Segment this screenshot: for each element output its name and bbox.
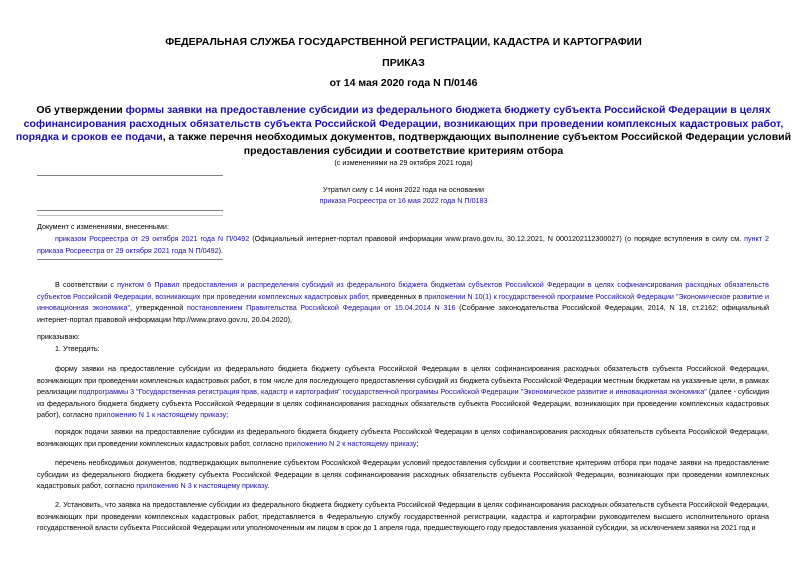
list-text-2: . (267, 481, 270, 490)
changes-link-2[interactable]: пункт 2 приказа Росреестра от 29 октября 2021 года N П/0492 (37, 234, 769, 255)
form-link-2[interactable]: приложению N 1 к настоящему приказу (94, 410, 227, 419)
list-link-1[interactable]: приложению N 3 к настоящему приказу (136, 481, 268, 490)
form-paragraph (37, 363, 769, 421)
changes-paragraph (37, 233, 769, 256)
form-text-1: форму заявки на предоставление субсидии из федерального бюджета бюджету субъекта Российской Федерации в целях софинансирования расходных обязательств субъекта Российской Федерации, возникающих при проведении комплексных кадастровых работ, в том числе для последующего предоставления субсидий из бюджета субъекта Российской Федерации местным бюджетам на указанные цели, в рамках реализации (37, 364, 769, 396)
preamble-link-3[interactable]: постановлением Правительства Российской Федерации от 15.04.2014 N 316 (187, 303, 456, 312)
document-title (14, 104, 793, 158)
form-text-2: (далее - субсидия из федерального бюджета бюджету субъекта Российской Федерации в целях софинансирования расходных обязательств субъекта Российской Федерации, возникающих при проведении комплексных кадастровых работ), согласно (37, 387, 769, 419)
divider (37, 259, 223, 260)
divider (37, 215, 223, 216)
preamble-text-2: , приведенных в (367, 291, 425, 301)
changes-text-2: ). (218, 245, 224, 255)
title-link[interactable]: формы заявки на предоставление субсидии из федерального бюджета бюджету субъекта Российской Федерации в целях софинансирования расходных обязательств субъекта Российской Федерации, возникающих при проведении комплексных кадастровых работ, порядка и сроков ее подачи (15, 104, 784, 143)
form-text-3: ; (226, 410, 229, 419)
changes-label: Документ с изменениями, внесенными: (37, 222, 169, 231)
preamble-link-2[interactable]: приложении N 10(1) к государственной программе Российской Федерации "Экономическое развитие и инновационная экономика" (37, 291, 769, 312)
order-paragraph (37, 426, 769, 449)
preamble-text-1: В соответствии с (55, 280, 118, 289)
doc-date-number: от 14 мая 2020 года N П/0146 (329, 77, 478, 89)
item-1: 1. Утвердить: (55, 344, 100, 353)
list-paragraph (37, 457, 769, 492)
preamble-paragraph (37, 279, 769, 325)
revision-note: (с изменениями на 29 октября 2021 года) (334, 158, 473, 167)
preamble-link-1[interactable]: пунктом 6 Правил предоставления и распределения субсидий из федерального бюджета бюджетам субъектов Российской Федерации в целях софинансирования расходных обязательств субъектов Российской Федерации, возникающих при проведении комплексных кадастровых работ (37, 280, 769, 301)
expired-line: Утратил силу с 14 июня 2022 года на основании (322, 185, 485, 194)
form-link-1[interactable]: подпрограммы 3 "Государственная регистрация прав, кадастр и картография" государственной программы Российской Федерации "Экономическое развитие и инновационная экономика" (78, 387, 707, 396)
doc-type-heading: ПРИКАЗ (382, 57, 425, 69)
divider (37, 175, 223, 176)
title-prefix: Об утверждении (36, 104, 126, 116)
paragraph-2: 2. Установить, что заявка на предоставление субсидии из федерального бюджета бюджету субъекта Российской Федерации в целях софинансирования расходных обязательств субъекта Российской Федерации, возникающих при проведении комплексных кадастровых работ, представляется в Федеральную службу государственной регистрации, кадастра и картографии руководителем высшего исполнительного органа государственной власти субъекта Российской Федерации или уполномоченным им лицом в срок до 1 апреля года, предшествующего году предоставления указанной субсидии, за исключением заявки на 2021 год и (37, 500, 769, 532)
order-link-1[interactable]: приложению N 2 к настоящему приказу (284, 438, 417, 448)
changes-link-1[interactable]: приказом Росреестра от 29 октября 2021 года N П/0492 (55, 234, 250, 243)
expired-link[interactable] (0, 195, 807, 207)
changes-text-1: (Официальный интернет-портал правовой информации www.pravo.gov.ru, 30.12.2021, N 0001202112300027) (о порядке вступления в силу см. (249, 234, 745, 243)
agency-heading: ФЕДЕРАЛЬНАЯ СЛУЖБА ГОСУДАРСТВЕННОЙ РЕГИСТРАЦИИ, КАДАСТРА И КАРТОГРАФИИ (165, 36, 642, 48)
preamble-text-4: (Собрание законодательства Российской Федерации, 2014, N 18, ст.2162; официальный интернет-портал правовой информации http://www.pravo.gov.ru, 20.04.2020), (37, 303, 770, 324)
list-text-1: перечень необходимых документов, подтверждающих выполнение субъектом Российской Федерации условий предоставления субсидии и соответствие критериям отбора при подаче заявки на предоставление субсидии из федерального бюджета бюджету субъекта Российской Федерации в целях софинансирования расходных обязательств субъекта Российской Федерации, возникающих при проведении комплексных кадастровых работ, согласно (37, 458, 769, 490)
title-rest: , а также перечня необходимых документов, подтверждающих выполнение субъектом Российской Федерации условий предоставления субсидии и соответствие критериям отбора (162, 131, 792, 157)
expired-link-text[interactable]: приказа Росреестра от 16 мая 2022 года N П/0183 (319, 196, 488, 205)
order-word: приказываю: (37, 332, 80, 341)
preamble-text-3: , утвержденной (130, 303, 188, 312)
divider (37, 210, 223, 211)
order-text-2: ; (416, 438, 419, 448)
order-text-1: порядок подачи заявки на предоставление субсидии из федерального бюджета бюджету субъекта Российской Федерации в целях софинансирования расходных обязательств субъекта Российской Федерации, возникающих при проведении комплексных кадастровых работ, согласно (37, 427, 769, 448)
